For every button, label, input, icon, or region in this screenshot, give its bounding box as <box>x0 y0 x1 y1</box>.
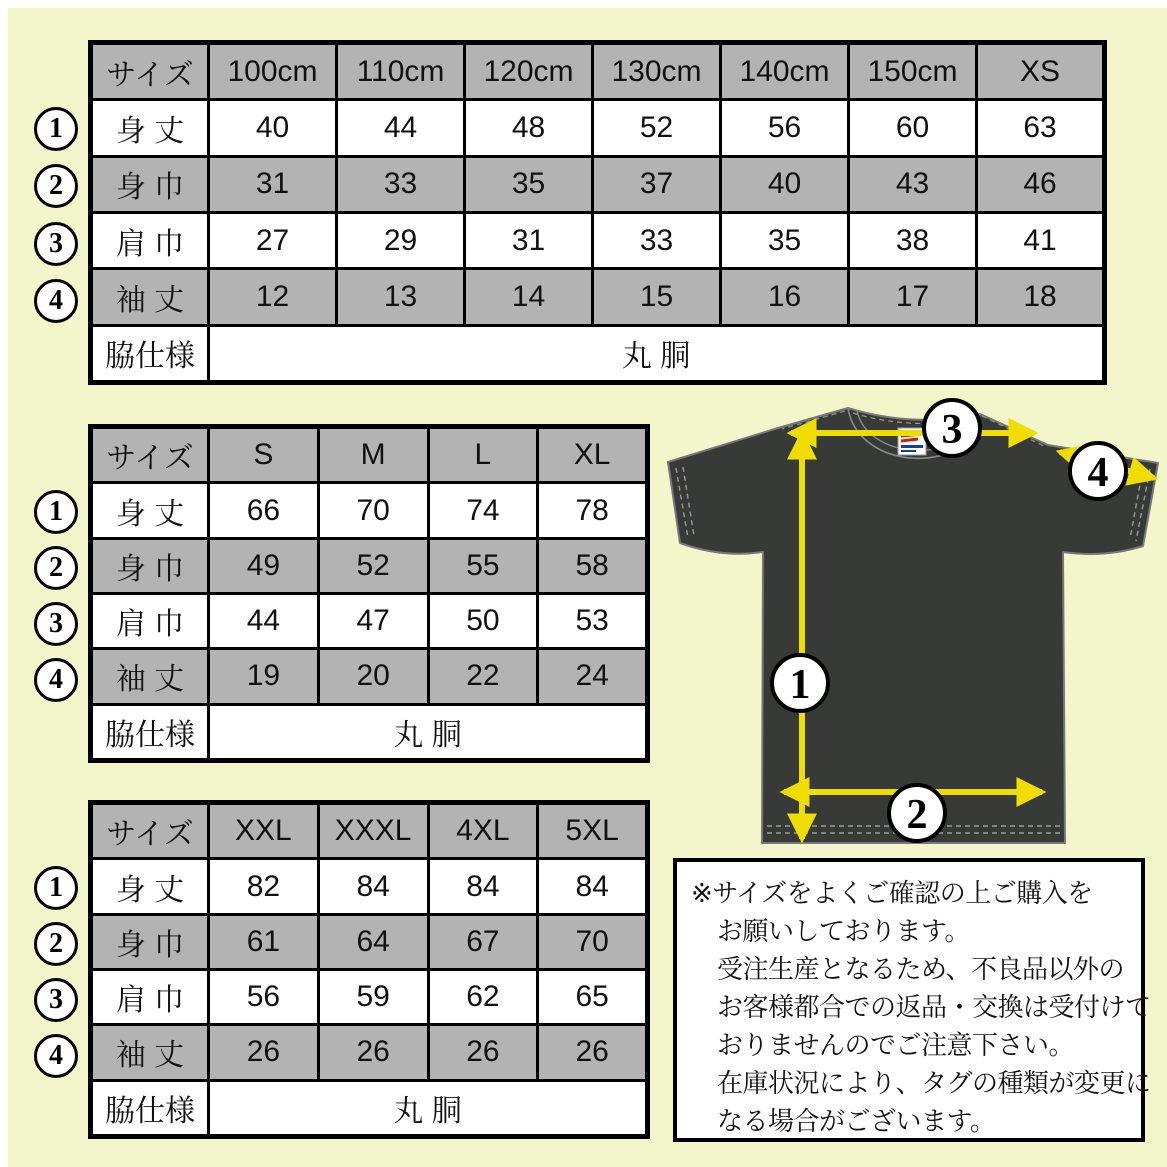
measurement-cell: 27 <box>209 212 337 268</box>
measurement-cell: 37 <box>593 156 721 212</box>
callout-1 <box>772 655 828 711</box>
size-table <box>88 40 1107 385</box>
size-corner-header: サイズ <box>91 43 209 100</box>
header-row <box>91 43 1105 100</box>
measurement-cell: 26 <box>538 1025 648 1080</box>
measurement-cell: 56 <box>721 100 849 156</box>
column-header: L <box>428 427 538 483</box>
measurement-cell: 52 <box>593 100 721 156</box>
measurement-cell: 40 <box>209 100 337 156</box>
marker-digit: 1 <box>49 872 63 903</box>
column-header: 5XL <box>538 803 648 859</box>
marker-digit: 3 <box>49 984 63 1015</box>
notice-line: 受注生産となるため、不良品以外の <box>717 954 1124 984</box>
row-label: 肩 巾 <box>91 212 209 268</box>
kids-size-table <box>88 40 1107 385</box>
callout-digit: 3 <box>941 407 963 453</box>
measurement-cell: 44 <box>337 100 465 156</box>
measurement-cell: 78 <box>538 483 648 538</box>
column-header: XL <box>538 427 648 483</box>
notice-line: ※サイズをよくご確認の上ご購入を <box>691 878 1093 908</box>
measurement-cell: 53 <box>538 593 648 648</box>
column-header: 4XL <box>428 803 538 859</box>
measurement-cell: 61 <box>209 914 319 969</box>
row-label: 身 丈 <box>91 100 209 156</box>
column-header: 120cm <box>465 43 593 100</box>
measurement-cell: 46 <box>977 156 1105 212</box>
size-table <box>88 424 650 763</box>
measurement-cell: 15 <box>593 269 721 325</box>
measurement-cell: 17 <box>849 269 977 325</box>
spec-row <box>91 704 648 761</box>
measurement-cell: 82 <box>209 859 319 914</box>
measurement-row <box>91 859 648 914</box>
adult-size-table-xxl-5xl <box>88 800 650 1139</box>
marker-digit: 4 <box>49 285 63 316</box>
measurement-cell: 12 <box>209 269 337 325</box>
measurement-row <box>91 483 648 538</box>
row-marker-shoulder-width <box>34 222 78 266</box>
measurement-cell: 26 <box>318 1025 428 1080</box>
marker-digit: 2 <box>49 928 63 959</box>
row-marker-body-length <box>34 107 78 151</box>
row-label: 袖 丈 <box>91 269 209 325</box>
column-header: 110cm <box>337 43 465 100</box>
measurement-cell: 49 <box>209 538 319 593</box>
row-marker-body-width <box>34 546 78 590</box>
measurement-row <box>91 212 1105 268</box>
measurement-cell: 70 <box>318 483 428 538</box>
spec-label: 脇仕様 <box>91 1080 209 1137</box>
size-corner-header: サイズ <box>91 803 209 859</box>
column-header: 150cm <box>849 43 977 100</box>
purchase-notice <box>673 858 1151 1142</box>
measurement-cell: 44 <box>209 593 319 648</box>
header-row <box>91 427 648 483</box>
spec-value: 丸 胴 <box>209 1080 648 1137</box>
measurement-cell: 43 <box>849 156 977 212</box>
column-header: 130cm <box>593 43 721 100</box>
measurement-cell: 59 <box>318 969 428 1024</box>
callout-digit: 1 <box>789 662 811 708</box>
header-row <box>91 803 648 859</box>
row-marker-sleeve-length <box>34 658 78 702</box>
measurement-cell: 52 <box>318 538 428 593</box>
measurement-cell: 40 <box>721 156 849 212</box>
measurement-cell: 70 <box>538 914 648 969</box>
row-label: 身 巾 <box>91 538 209 593</box>
measurement-cell: 74 <box>428 483 538 538</box>
column-header: XXXL <box>318 803 428 859</box>
measurement-row <box>91 100 1105 156</box>
column-header: XXL <box>209 803 319 859</box>
row-marker-body-width <box>34 164 78 208</box>
measurement-cell: 31 <box>465 212 593 268</box>
row-marker-shoulder-width <box>34 978 78 1022</box>
row-label: 袖 丈 <box>91 649 209 704</box>
measurement-cell: 65 <box>538 969 648 1024</box>
adult-size-table-s-xl <box>88 424 650 763</box>
callout-digit: 4 <box>1087 450 1109 496</box>
measurement-cell: 22 <box>428 649 538 704</box>
spec-label: 脇仕様 <box>91 704 209 761</box>
spec-value: 丸 胴 <box>209 704 648 761</box>
page-margin <box>0 0 8 1167</box>
measurement-cell: 62 <box>428 969 538 1024</box>
measurement-row <box>91 649 648 704</box>
measurement-cell: 48 <box>465 100 593 156</box>
measurement-cell: 56 <box>209 969 319 1024</box>
row-label: 身 巾 <box>91 914 209 969</box>
measurement-cell: 26 <box>209 1025 319 1080</box>
measurement-cell: 41 <box>977 212 1105 268</box>
marker-digit: 1 <box>49 113 63 144</box>
marker-digit: 1 <box>49 496 63 527</box>
callout-3 <box>924 400 980 456</box>
row-marker-body-width <box>34 922 78 966</box>
measurement-cell: 84 <box>538 859 648 914</box>
measurement-row <box>91 1025 648 1080</box>
measurement-cell: 67 <box>428 914 538 969</box>
callout-4 <box>1070 443 1126 499</box>
callout-2 <box>889 785 945 841</box>
row-marker-body-length <box>34 490 78 534</box>
measurement-cell: 55 <box>428 538 538 593</box>
measurement-cell: 64 <box>318 914 428 969</box>
measurement-cell: 16 <box>721 269 849 325</box>
measurement-cell: 19 <box>209 649 319 704</box>
column-header: M <box>318 427 428 483</box>
measurement-cell: 50 <box>428 593 538 648</box>
row-marker-sleeve-length <box>34 279 78 323</box>
measurement-cell: 47 <box>318 593 428 648</box>
row-label: 身 巾 <box>91 156 209 212</box>
measurement-row <box>91 269 1105 325</box>
marker-digit: 3 <box>49 608 63 639</box>
marker-digit: 2 <box>49 552 63 583</box>
column-header: XS <box>977 43 1105 100</box>
measurement-cell: 29 <box>337 212 465 268</box>
spec-row <box>91 1080 648 1137</box>
row-label: 肩 巾 <box>91 593 209 648</box>
measurement-cell: 31 <box>209 156 337 212</box>
measurement-cell: 33 <box>337 156 465 212</box>
measurement-cell: 66 <box>209 483 319 538</box>
column-header: S <box>209 427 319 483</box>
measurement-row <box>91 914 648 969</box>
measurement-cell: 84 <box>318 859 428 914</box>
measurement-cell: 20 <box>318 649 428 704</box>
measurement-cell: 18 <box>977 269 1105 325</box>
size-table <box>88 800 650 1139</box>
page-margin <box>0 0 1167 8</box>
measurement-cell: 58 <box>538 538 648 593</box>
measurement-cell: 84 <box>428 859 538 914</box>
measurement-cell: 13 <box>337 269 465 325</box>
marker-digit: 4 <box>49 664 63 695</box>
measurement-cell: 35 <box>465 156 593 212</box>
tshirt-measurement-diagram <box>660 398 1165 860</box>
notice-line: なる場合がございます。 <box>717 1106 996 1136</box>
measurement-row <box>91 969 648 1024</box>
notice-line: お客様都合での返品・交換は受付けて <box>717 992 1151 1022</box>
size-corner-header: サイズ <box>91 427 209 483</box>
measurement-cell: 60 <box>849 100 977 156</box>
measurement-row <box>91 593 648 648</box>
marker-digit: 2 <box>49 170 63 201</box>
row-marker-shoulder-width <box>34 602 78 646</box>
row-label: 袖 丈 <box>91 1025 209 1080</box>
measurement-cell: 33 <box>593 212 721 268</box>
column-header: 100cm <box>209 43 337 100</box>
column-header: 140cm <box>721 43 849 100</box>
row-marker-sleeve-length <box>34 1034 78 1078</box>
notice-line: お願いしております。 <box>717 916 970 946</box>
measurement-cell: 24 <box>538 649 648 704</box>
row-label: 身 丈 <box>91 483 209 538</box>
spec-row <box>91 325 1105 382</box>
row-marker-body-length <box>34 866 78 910</box>
marker-digit: 4 <box>49 1040 63 1071</box>
measurement-row <box>91 156 1105 212</box>
callout-digit: 2 <box>906 792 928 838</box>
row-label: 肩 巾 <box>91 969 209 1024</box>
measurement-cell: 35 <box>721 212 849 268</box>
notice-line: 在庫状況により、タグの種類が変更に <box>717 1068 1151 1098</box>
measurement-cell: 26 <box>428 1025 538 1080</box>
row-label: 身 丈 <box>91 859 209 914</box>
spec-label: 脇仕様 <box>91 325 209 382</box>
measurement-cell: 38 <box>849 212 977 268</box>
notice-line: おりませんのでご注意下さい。 <box>717 1030 1075 1060</box>
measurement-cell: 63 <box>977 100 1105 156</box>
measurement-cell: 14 <box>465 269 593 325</box>
spec-value: 丸 胴 <box>209 325 1105 382</box>
marker-digit: 3 <box>49 228 63 259</box>
measurement-row <box>91 538 648 593</box>
